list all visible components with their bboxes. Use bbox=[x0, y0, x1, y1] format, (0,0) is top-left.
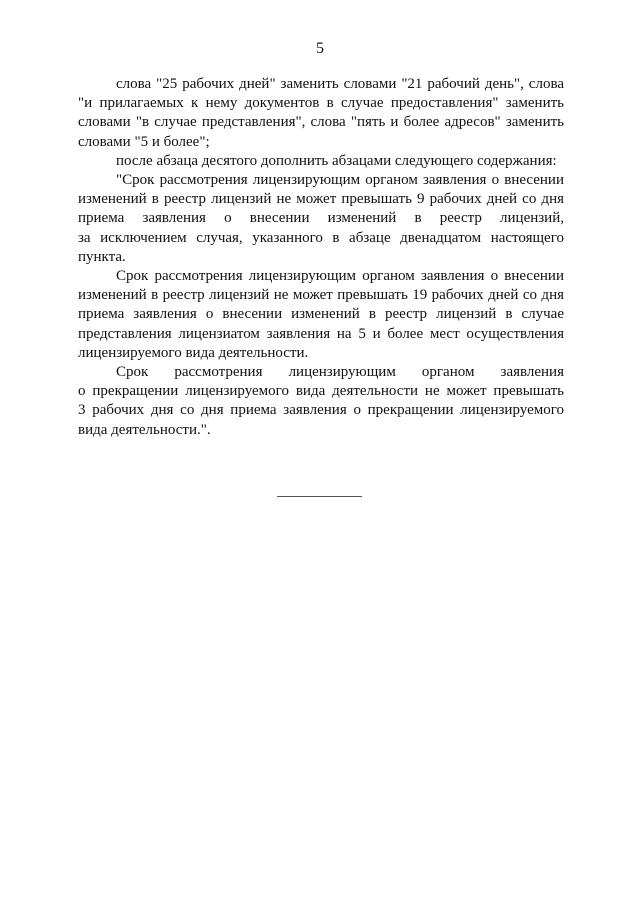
page-number: 5 bbox=[316, 40, 324, 57]
text-line: словами "5 и более"; bbox=[78, 133, 210, 150]
text-line: лицензируемого вида деятельности. bbox=[78, 344, 309, 361]
text-line: приема заявления о внесении изменений в реестр лицензий в случае bbox=[78, 306, 564, 323]
text-line: Срок рассмотрения лицензирующим органом заявления bbox=[116, 364, 564, 381]
text-line: вида деятельности.". bbox=[78, 421, 211, 438]
text-line: изменений в реестр лицензий не может превышать 19 рабочих дней со дня bbox=[78, 287, 564, 304]
text-line: после абзаца десятого дополнить абзацами следующего содержания: bbox=[116, 152, 557, 169]
text-line: Срок рассмотрения лицензирующим органом заявления о внесении bbox=[116, 268, 564, 285]
text-line: изменений в реестр лицензий не может превышать 9 рабочих дней со дня bbox=[78, 191, 564, 208]
text-line: о прекращении лицензируемого вида деятельности не может превышать bbox=[78, 383, 564, 400]
text-line: представления лицензиатом заявления на 5 и более мест осуществления bbox=[78, 325, 564, 342]
text-line: пункта. bbox=[78, 248, 126, 265]
text-line: приема заявления о внесении изменений в реестр лицензий, bbox=[78, 210, 564, 227]
document-body bbox=[78, 75, 564, 440]
text-line: 3 рабочих дня со дня приема заявления о прекращении лицензируемого bbox=[78, 402, 564, 419]
text-line: "Срок рассмотрения лицензирующим органом заявления о внесении bbox=[116, 172, 564, 189]
text-line: "и прилагаемых к нему документов в случае предоставления" заменить bbox=[78, 95, 564, 112]
text-line: за исключением случая, указанного в абзаце двенадцатом настоящего bbox=[78, 229, 564, 246]
text-line: словами "в случае представления", слова "пять и более адресов" заменить bbox=[78, 114, 564, 131]
text-line: слова "25 рабочих дней" заменить словами "21 рабочий день", слова bbox=[116, 76, 564, 92]
end-separator-line bbox=[277, 496, 362, 497]
